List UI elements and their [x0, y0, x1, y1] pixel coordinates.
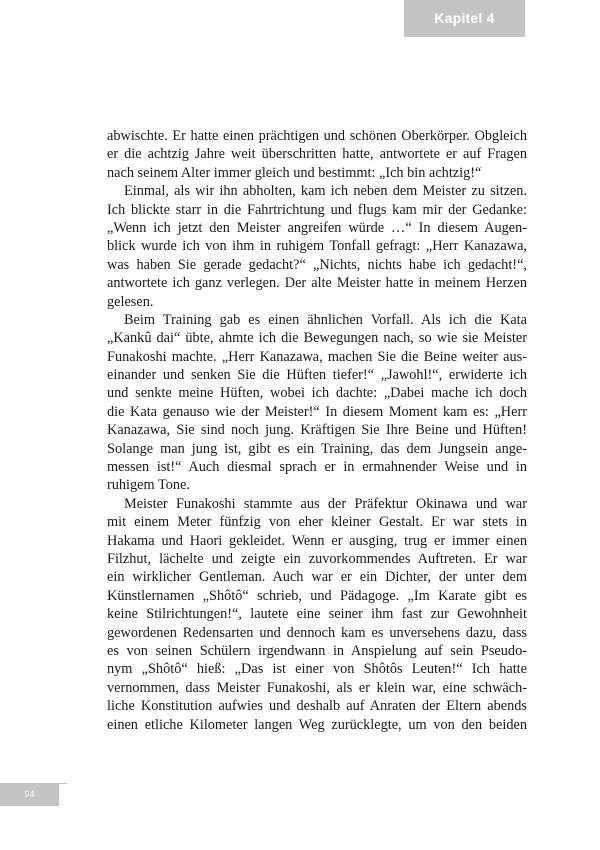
text-line: gewordenen Redensarten und dennoch kam es unversehens dazu, dass — [107, 624, 527, 641]
text-line: einander und senken Sie die Hüften tiefer!“ „Jawohl!“, erwiderte ich — [107, 367, 527, 384]
page-number-rule — [59, 783, 67, 784]
text-line: Funakoshi machte. „Herr Kanazawa, machen Sie die Beine weiter aus- — [107, 348, 527, 365]
text-line: nym „Shôtô“ hieß: „Das ist einer von Shôtôs Leuten!“ Ich hatte — [107, 661, 527, 678]
text-line: Filzhut, lächelte und zeigte ein zuvorkommendes Auftreten. Er war — [107, 550, 527, 567]
text-line: und senkte meine Hüften, wobei ich dachte: „Dabei mache ich doch — [107, 385, 527, 402]
text-line: antwortete ich ganz verlegen. Der alte Meister hatte in meinem Herzen — [107, 275, 527, 292]
text-line: nach seinem Alter immer gleich und bestimmt: „Ich bin achtzig!“ — [107, 164, 482, 181]
text-line: Ich blickte starr in die Fahrtrichtung und flugs kam mir der Gedanke: — [107, 201, 527, 218]
text-line: Künstlernamen „Shôtô“ schrieb, und Pädagoge. „Im Karate gibt es — [107, 587, 527, 604]
text-line: messen ist!“ Auch diesmal sprach er in ermahnender Weise und in — [107, 459, 527, 476]
body-text — [107, 127, 527, 734]
text-line: ruhigem Tone. — [107, 477, 190, 494]
text-line: blick wurde ich von ihm in ruhigem Tonfall gefragt: „Herr Kanazawa, — [107, 238, 527, 255]
text-line: einen etliche Kilometer langen Weg zurücklegte, um von den beiden — [107, 716, 527, 733]
text-line: keine Stilrichtungen!“, lautete eine seiner ihm fast zur Gewohnheit — [107, 606, 527, 623]
text-line: liche Konstitution aufwies und deshalb auf Anraten der Eltern abends — [107, 698, 527, 715]
chapter-tab — [404, 0, 525, 37]
text-line: was haben Sie gerade gedacht?“ „Nichts, nichts habe ich gedacht!“, — [107, 256, 527, 273]
text-line: Einmal, als wir ihn abholten, kam ich neben dem Meister zu sitzen. — [124, 183, 527, 200]
text-line: abwischte. Er hatte einen prächtigen und schönen Oberkörper. Obgleich — [107, 128, 527, 144]
page-number: 94 — [24, 789, 35, 799]
text-line: ein wirklicher Gentleman. Auch war er ein Dichter, der unter dem — [107, 569, 527, 586]
chapter-label: Kapitel 4 — [434, 10, 495, 26]
text-line: Solange man jung ist, gibt es ein Training, das dem Jungsein ange- — [107, 440, 527, 457]
text-line: es von seinen Schülern irgendwann in Anspielung auf sein Pseudo- — [107, 642, 527, 659]
text-line: gelesen. — [107, 293, 154, 310]
text-line: die Kata genauso wie der Meister!“ In diesem Moment kam es: „Herr — [107, 403, 527, 420]
text-line: mit einem Meter fünfzig von eher kleiner Gestalt. Er war stets in — [107, 514, 527, 531]
text-line: Beim Training gab es einen ähnlichen Vorfall. Als ich die Kata — [124, 311, 527, 328]
text-line: Hakama und Haori gekleidet. Wenn er ausging, trug er immer einen — [107, 532, 527, 549]
text-line: er die achtzig Jahre weit überschritten hatte, antwortete er auf Fragen — [107, 146, 527, 163]
text-line: „Wenn ich jetzt den Meister angreifen würde …“ In diesem Augen- — [107, 219, 527, 236]
text-line: „Kankû dai“ übte, ahmte ich die Bewegungen nach, so wie sie Meister — [107, 330, 527, 347]
text-line: Kanazawa, Sie sind noch jung. Kräftigen Sie Ihre Beine und Hüften! — [107, 422, 527, 439]
text-line: Meister Funakoshi stammte aus der Präfektur Okinawa und war — [124, 495, 527, 512]
page-number-box — [0, 783, 59, 806]
text-line: vernommen, dass Meister Funakoshi, als er klein war, eine schwäch- — [107, 679, 527, 696]
